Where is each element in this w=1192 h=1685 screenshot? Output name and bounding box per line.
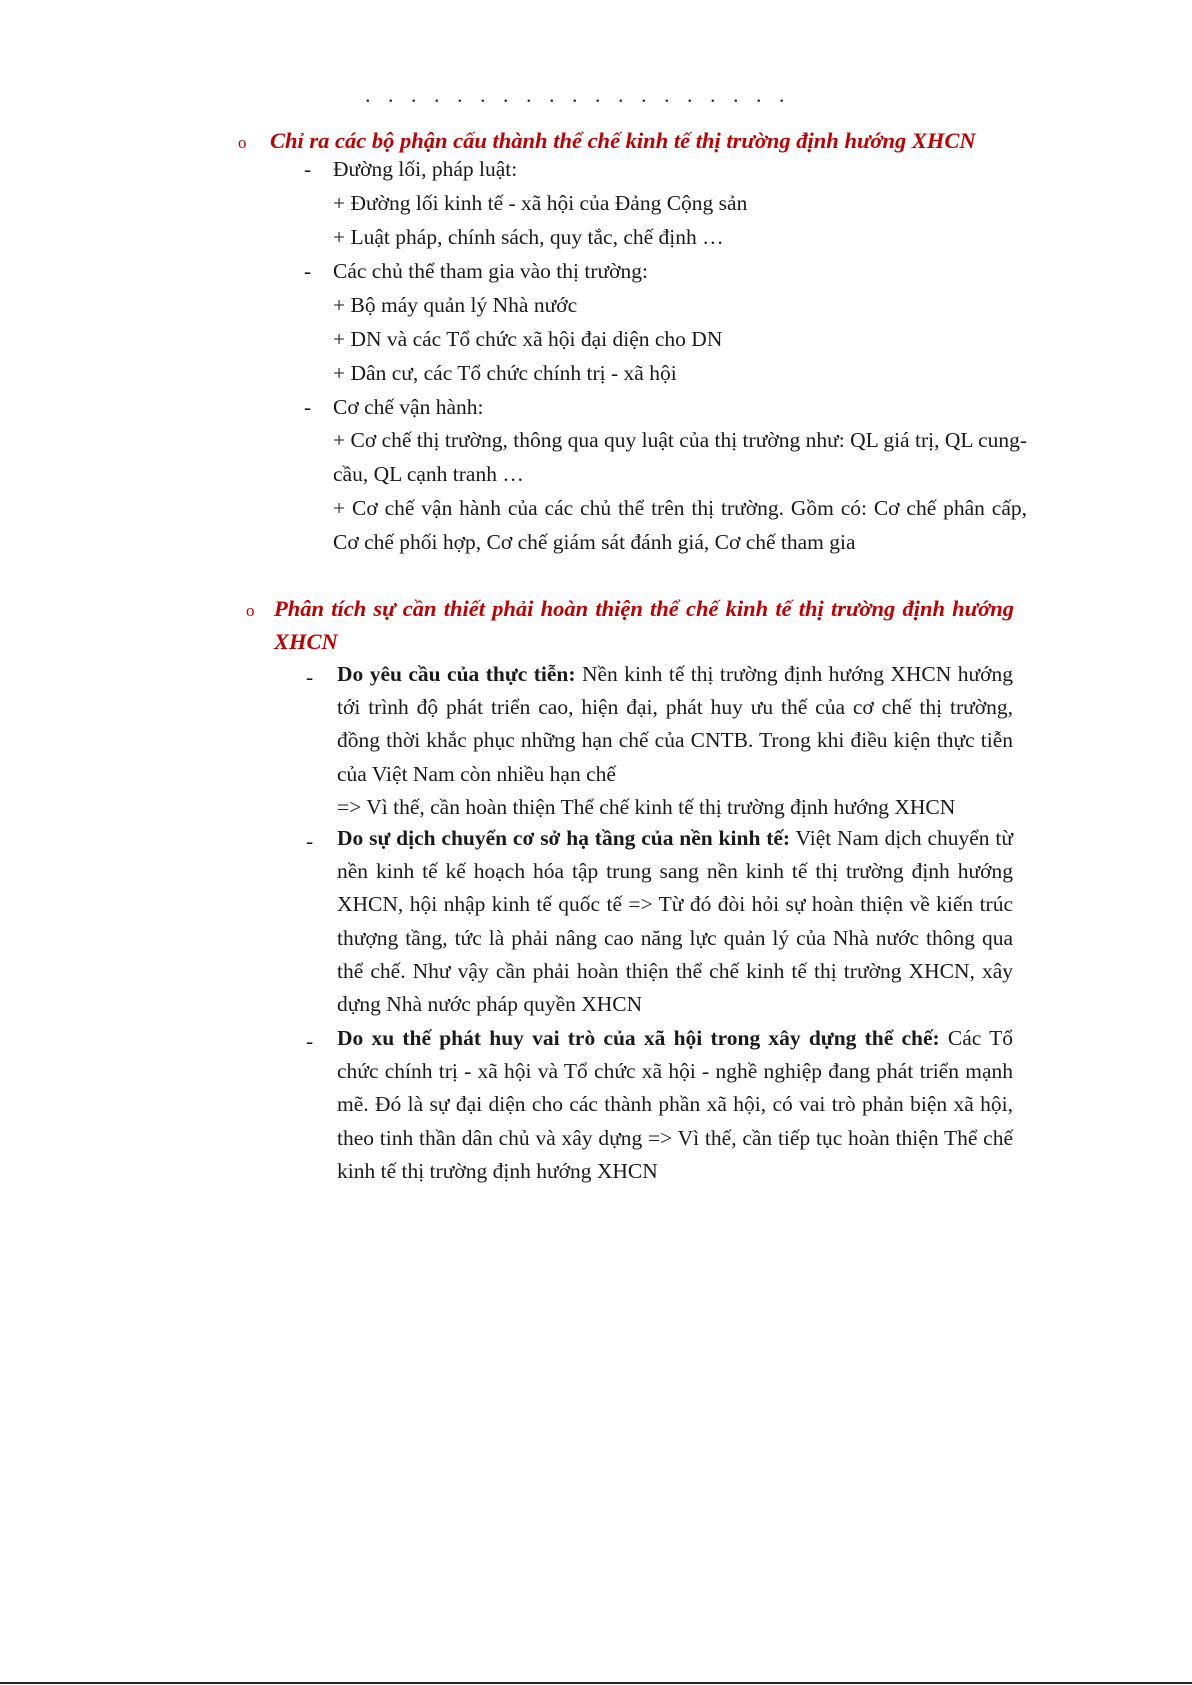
group-item: + Bộ máy quản lý Nhà nước bbox=[333, 293, 578, 317]
group-item: + Dân cư, các Tổ chức chính trị - xã hội bbox=[333, 361, 677, 385]
group-item: + Cơ chế vận hành của các chủ thể trên thị trường. Gồm có: Cơ chế phân cấp, Cơ chế phối hợp, Cơ chế giám sát đánh giá, Cơ chế tham gia bbox=[333, 496, 1027, 554]
dash-bullet: - bbox=[306, 1029, 314, 1053]
circle-bullet-icon: o bbox=[238, 133, 247, 152]
group-item: + Luật pháp, chính sách, quy tắc, chế định … bbox=[333, 225, 724, 249]
section1-heading-text: Chỉ ra các bộ phận cấu thành thể chế kinh tế thị trường định hướng XHCN bbox=[270, 128, 976, 153]
dash-bullet: - bbox=[304, 395, 312, 419]
reason-text: Các Tổ chức chính trị - xã hội và Tổ chức xã hội - nghề nghiệp đang phát triển mạnh mẽ. Đó là sự đại diện cho các thành phần xã hội, có vai trò phản biện xã hội, theo tinh thần dân chủ và xây dựng => Vì thế, cần tiếp tục hoàn thiện Thể chế kinh tế thị trường định hướng XHCN bbox=[337, 1026, 1013, 1183]
reason-text: Nền kinh tế thị trường định hướng XHCN hướng tới trình độ phát triển cao, hiện đại, phát huy ưu thế của cơ chế thị trường, đồng thời khắc phục những hạn chế của CNTB. Trong khi điều kiện thực tiễn của Việt Nam còn nhiều hạn chế bbox=[337, 662, 1013, 786]
reason-text: Việt Nam dịch chuyển từ nền kinh tế kế hoạch hóa tập trung sang nền kinh tế thị trường định hướng XHCN, hội nhập kinh tế quốc tế => Từ đó đòi hỏi sự hoàn thiện về kiến trúc thượng tầng, tức là phải nâng cao năng lực quản lý của Nhà nước thông qua thể chế. Như vậy cần phải hoàn thiện thể chế kinh tế thị trường XHCN, xây dựng Nhà nước pháp quyền XHCN bbox=[337, 826, 1013, 1017]
group-title: Các chủ thể tham gia vào thị trường: bbox=[333, 259, 648, 283]
circle-bullet-icon: o bbox=[246, 601, 255, 620]
group-item: + DN và các Tổ chức xã hội đại diện cho DN bbox=[333, 327, 723, 351]
reason-lead: Do xu thế phát huy vai trò của xã hội trong xây dựng thể chế: bbox=[337, 1026, 940, 1050]
reason-paragraph bbox=[337, 1022, 1013, 1188]
dash-bullet: - bbox=[304, 157, 312, 181]
group-item: + Đường lối kinh tế - xã hội của Đảng Cộng sản bbox=[333, 191, 748, 215]
group-title: Đường lối, pháp luật: bbox=[333, 157, 518, 181]
reason-paragraph bbox=[337, 658, 1013, 791]
dash-bullet: - bbox=[304, 259, 312, 283]
cropped-text-line: . . . . . . . . . . . . . . . . . . . bbox=[365, 82, 791, 107]
reason-conclusion: => Vì thế, cần hoàn thiện Thể chế kinh tế thị trường định hướng XHCN bbox=[337, 795, 956, 819]
section2-heading bbox=[246, 592, 1016, 658]
page-bottom-rule bbox=[0, 1682, 1192, 1684]
dash-bullet: - bbox=[306, 665, 314, 689]
group-item: + Cơ chế thị trường, thông qua quy luật của thị trường như: QL giá trị, QL cung-cầu, QL cạnh tranh … bbox=[333, 428, 1028, 486]
section2-heading-text: Phân tích sự cần thiết phải hoàn thiện thể chế kinh tế thị trường định hướng XHCN bbox=[274, 596, 1014, 654]
group-title: Cơ chế vận hành: bbox=[333, 395, 484, 419]
dash-bullet: - bbox=[306, 829, 314, 853]
reason-lead: Do sự dịch chuyển cơ sở hạ tầng của nền kinh tế: bbox=[337, 826, 791, 850]
reason-lead: Do yêu cầu của thực tiễn: bbox=[337, 662, 576, 686]
reason-paragraph bbox=[337, 822, 1013, 1021]
